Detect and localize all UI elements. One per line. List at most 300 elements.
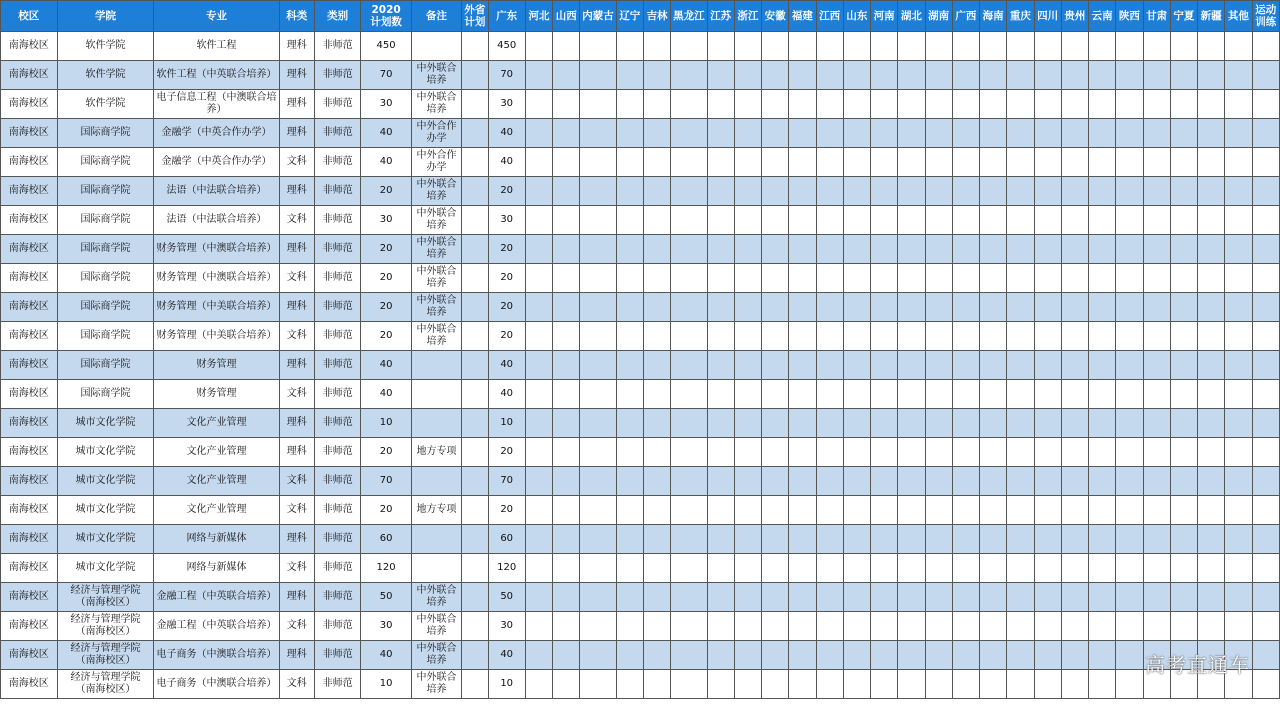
subject-cell: 文科	[279, 612, 314, 641]
college-cell: 国际商学院	[57, 177, 154, 206]
province-cell	[1252, 351, 1279, 380]
province-cell	[980, 61, 1007, 90]
province-cell	[1143, 380, 1170, 409]
province-cell	[1170, 148, 1197, 177]
note-cell: 中外联合 培养	[411, 177, 461, 206]
other-province-cell	[462, 293, 488, 322]
province-cell	[1143, 612, 1170, 641]
province-cell	[1143, 583, 1170, 612]
province-cell	[734, 496, 761, 525]
column-header: 广东	[488, 1, 525, 32]
province-cell	[671, 554, 707, 583]
province-cell	[1198, 438, 1225, 467]
table-row	[1, 467, 1280, 496]
plan-count-cell: 70	[361, 467, 411, 496]
note-cell	[411, 525, 461, 554]
province-cell	[671, 525, 707, 554]
province-cell	[1198, 467, 1225, 496]
province-cell	[980, 612, 1007, 641]
province-cell	[1007, 409, 1034, 438]
plan-count-cell: 70	[361, 61, 411, 90]
province-cell	[843, 351, 870, 380]
province-cell	[925, 351, 952, 380]
province-cell	[816, 438, 843, 467]
province-cell	[1061, 641, 1088, 670]
province-cell	[952, 380, 979, 409]
province-cell	[816, 235, 843, 264]
province-cell	[580, 322, 616, 351]
province-cell	[762, 525, 789, 554]
note-cell: 地方专项	[411, 496, 461, 525]
province-cell	[1007, 206, 1034, 235]
province-cell	[1007, 438, 1034, 467]
province-cell	[616, 554, 643, 583]
subject-cell: 文科	[279, 670, 314, 699]
province-cell	[580, 496, 616, 525]
province-cell	[643, 90, 670, 119]
column-header: 浙江	[734, 1, 761, 32]
province-cell	[525, 380, 552, 409]
province-cell	[952, 438, 979, 467]
note-cell: 中外联合 培养	[411, 641, 461, 670]
province-cell	[1034, 554, 1061, 583]
province-cell	[671, 206, 707, 235]
campus-cell: 南海校区	[1, 467, 58, 496]
province-cell	[843, 612, 870, 641]
province-cell	[643, 351, 670, 380]
province-cell	[1170, 90, 1197, 119]
province-cell	[1089, 264, 1116, 293]
province-cell	[1034, 119, 1061, 148]
subject-cell: 理科	[279, 32, 314, 61]
plan-count-cell: 20	[361, 235, 411, 264]
province-cell	[871, 148, 898, 177]
note-cell	[411, 32, 461, 61]
province-cell	[1034, 525, 1061, 554]
college-cell: 经济与管理学院 （南海校区）	[57, 641, 154, 670]
province-cell	[1252, 380, 1279, 409]
province-cell	[734, 612, 761, 641]
column-header: 黑龙江	[671, 1, 707, 32]
plan-count-cell: 10	[361, 409, 411, 438]
province-cell	[898, 148, 925, 177]
province-cell	[1116, 293, 1143, 322]
subject-cell: 理科	[279, 61, 314, 90]
province-cell	[734, 641, 761, 670]
province-cell	[843, 322, 870, 351]
province-cell	[1143, 264, 1170, 293]
province-cell	[952, 293, 979, 322]
province-cell	[643, 264, 670, 293]
subject-cell: 理科	[279, 90, 314, 119]
province-cell	[1089, 32, 1116, 61]
province-cell	[1089, 293, 1116, 322]
province-cell	[525, 612, 552, 641]
subject-cell: 理科	[279, 351, 314, 380]
province-cell	[980, 264, 1007, 293]
province-cell	[816, 206, 843, 235]
province-cell	[898, 612, 925, 641]
province-cell	[734, 293, 761, 322]
province-cell	[843, 554, 870, 583]
province-cell	[871, 351, 898, 380]
province-cell	[734, 467, 761, 496]
subject-cell: 理科	[279, 641, 314, 670]
table-row	[1, 380, 1280, 409]
province-cell	[1061, 380, 1088, 409]
province-cell	[1116, 380, 1143, 409]
major-cell: 文化产业管理	[154, 496, 279, 525]
campus-cell: 南海校区	[1, 641, 58, 670]
province-cell	[707, 148, 734, 177]
type-cell: 非师范	[314, 554, 360, 583]
province-cell	[525, 409, 552, 438]
province-cell	[1252, 467, 1279, 496]
province-cell	[952, 525, 979, 554]
province-cell	[952, 583, 979, 612]
province-cell	[1252, 148, 1279, 177]
college-cell: 国际商学院	[57, 380, 154, 409]
province-cell	[1034, 61, 1061, 90]
province-cell	[789, 525, 816, 554]
province-cell	[1143, 525, 1170, 554]
plan-count-cell: 20	[361, 177, 411, 206]
province-cell	[616, 177, 643, 206]
type-cell: 非师范	[314, 380, 360, 409]
province-cell	[616, 264, 643, 293]
province-cell	[1034, 409, 1061, 438]
subject-cell: 文科	[279, 264, 314, 293]
province-cell	[616, 496, 643, 525]
college-cell: 国际商学院	[57, 264, 154, 293]
province-cell	[843, 496, 870, 525]
college-cell: 软件学院	[57, 61, 154, 90]
province-cell	[789, 264, 816, 293]
province-cell	[580, 438, 616, 467]
province-cell	[925, 148, 952, 177]
subject-cell: 理科	[279, 583, 314, 612]
province-cell	[1225, 206, 1252, 235]
province-cell	[1007, 32, 1034, 61]
type-cell: 非师范	[314, 409, 360, 438]
column-header: 江苏	[707, 1, 734, 32]
province-cell	[734, 670, 761, 699]
province-cell	[1007, 612, 1034, 641]
guangdong-cell: 70	[488, 467, 525, 496]
province-cell	[1034, 32, 1061, 61]
watermark: 高考直通车	[1145, 653, 1250, 677]
province-cell	[980, 438, 1007, 467]
province-cell	[616, 148, 643, 177]
table-row	[1, 61, 1280, 90]
column-header: 重庆	[1007, 1, 1034, 32]
province-cell	[1225, 380, 1252, 409]
province-cell	[707, 61, 734, 90]
other-province-cell	[462, 467, 488, 496]
guangdong-cell: 70	[488, 61, 525, 90]
province-cell	[843, 670, 870, 699]
province-cell	[980, 119, 1007, 148]
province-cell	[643, 670, 670, 699]
province-cell	[925, 670, 952, 699]
province-cell	[580, 380, 616, 409]
province-cell	[1252, 90, 1279, 119]
province-cell	[925, 61, 952, 90]
type-cell: 非师范	[314, 351, 360, 380]
guangdong-cell: 20	[488, 177, 525, 206]
note-cell: 中外联合 培养	[411, 670, 461, 699]
province-cell	[734, 148, 761, 177]
column-header: 科类	[279, 1, 314, 32]
subject-cell: 理科	[279, 177, 314, 206]
province-cell	[925, 32, 952, 61]
province-cell	[707, 119, 734, 148]
province-cell	[1116, 670, 1143, 699]
other-province-cell	[462, 670, 488, 699]
province-cell	[762, 264, 789, 293]
province-cell	[1007, 264, 1034, 293]
column-header: 甘肃	[1143, 1, 1170, 32]
province-cell	[1089, 380, 1116, 409]
province-cell	[925, 177, 952, 206]
province-cell	[871, 322, 898, 351]
province-cell	[843, 235, 870, 264]
province-cell	[871, 235, 898, 264]
province-cell	[1007, 235, 1034, 264]
guangdong-cell: 20	[488, 322, 525, 351]
province-cell	[1143, 351, 1170, 380]
province-cell	[1198, 351, 1225, 380]
note-cell: 地方专项	[411, 438, 461, 467]
province-cell	[762, 612, 789, 641]
province-cell	[734, 206, 761, 235]
province-cell	[707, 264, 734, 293]
province-cell	[871, 554, 898, 583]
province-cell	[898, 583, 925, 612]
college-cell: 城市文化学院	[57, 496, 154, 525]
province-cell	[1089, 525, 1116, 554]
plan-count-cell: 30	[361, 206, 411, 235]
province-cell	[789, 438, 816, 467]
province-cell	[1116, 583, 1143, 612]
province-cell	[925, 641, 952, 670]
province-cell	[1198, 612, 1225, 641]
column-header: 陕西	[1116, 1, 1143, 32]
column-header: 安徽	[762, 1, 789, 32]
province-cell	[553, 61, 580, 90]
province-cell	[843, 90, 870, 119]
province-cell	[671, 119, 707, 148]
province-cell	[1252, 61, 1279, 90]
province-cell	[762, 438, 789, 467]
province-cell	[671, 467, 707, 496]
province-cell	[616, 235, 643, 264]
province-cell	[1170, 583, 1197, 612]
province-cell	[707, 641, 734, 670]
province-cell	[762, 119, 789, 148]
province-cell	[1252, 177, 1279, 206]
province-cell	[898, 641, 925, 670]
column-header: 福建	[789, 1, 816, 32]
major-cell: 文化产业管理	[154, 467, 279, 496]
province-cell	[616, 90, 643, 119]
other-province-cell	[462, 641, 488, 670]
province-cell	[871, 177, 898, 206]
province-cell	[871, 525, 898, 554]
province-cell	[1252, 583, 1279, 612]
plan-count-cell: 10	[361, 670, 411, 699]
province-cell	[952, 148, 979, 177]
province-cell	[1170, 32, 1197, 61]
province-cell	[1225, 293, 1252, 322]
province-cell	[1089, 90, 1116, 119]
column-header: 运动 训练	[1252, 1, 1279, 32]
province-cell	[1061, 525, 1088, 554]
province-cell	[980, 670, 1007, 699]
province-cell	[871, 32, 898, 61]
province-cell	[1116, 467, 1143, 496]
province-cell	[1198, 235, 1225, 264]
province-cell	[616, 583, 643, 612]
province-cell	[1061, 206, 1088, 235]
province-cell	[1225, 322, 1252, 351]
province-cell	[671, 32, 707, 61]
column-header: 四川	[1034, 1, 1061, 32]
province-cell	[1143, 438, 1170, 467]
plan-count-cell: 120	[361, 554, 411, 583]
subject-cell: 文科	[279, 467, 314, 496]
province-cell	[616, 612, 643, 641]
province-cell	[671, 293, 707, 322]
table-row	[1, 641, 1280, 670]
province-cell	[734, 583, 761, 612]
province-cell	[952, 264, 979, 293]
type-cell: 非师范	[314, 206, 360, 235]
province-cell	[671, 438, 707, 467]
province-cell	[580, 554, 616, 583]
province-cell	[707, 351, 734, 380]
note-cell: 中外联合 培养	[411, 235, 461, 264]
province-cell	[1034, 641, 1061, 670]
province-cell	[734, 90, 761, 119]
other-province-cell	[462, 90, 488, 119]
subject-cell: 文科	[279, 554, 314, 583]
other-province-cell	[462, 409, 488, 438]
province-cell	[762, 61, 789, 90]
province-cell	[816, 32, 843, 61]
province-cell	[762, 496, 789, 525]
province-cell	[898, 467, 925, 496]
province-cell	[707, 438, 734, 467]
campus-cell: 南海校区	[1, 293, 58, 322]
province-cell	[1252, 235, 1279, 264]
type-cell: 非师范	[314, 496, 360, 525]
province-cell	[762, 206, 789, 235]
major-cell: 财务管理（中美联合培养）	[154, 322, 279, 351]
province-cell	[734, 438, 761, 467]
province-cell	[925, 554, 952, 583]
province-cell	[707, 525, 734, 554]
province-cell	[1225, 583, 1252, 612]
college-cell: 国际商学院	[57, 148, 154, 177]
province-cell	[1034, 467, 1061, 496]
note-cell: 中外联合 培养	[411, 206, 461, 235]
province-cell	[925, 380, 952, 409]
province-cell	[1034, 496, 1061, 525]
province-cell	[1252, 119, 1279, 148]
province-cell	[871, 264, 898, 293]
column-header: 新疆	[1198, 1, 1225, 32]
province-cell	[762, 293, 789, 322]
major-cell: 金融学（中英合作办学）	[154, 119, 279, 148]
province-cell	[580, 409, 616, 438]
province-cell	[898, 293, 925, 322]
province-cell	[1007, 496, 1034, 525]
province-cell	[789, 206, 816, 235]
other-province-cell	[462, 322, 488, 351]
province-cell	[1007, 641, 1034, 670]
province-cell	[643, 119, 670, 148]
province-cell	[1116, 496, 1143, 525]
province-cell	[952, 61, 979, 90]
province-cell	[1061, 438, 1088, 467]
province-cell	[925, 496, 952, 525]
province-cell	[1061, 90, 1088, 119]
note-cell	[411, 380, 461, 409]
province-cell	[1198, 322, 1225, 351]
province-cell	[762, 409, 789, 438]
province-cell	[898, 351, 925, 380]
province-cell	[789, 554, 816, 583]
province-cell	[1034, 670, 1061, 699]
province-cell	[1225, 235, 1252, 264]
other-province-cell	[462, 554, 488, 583]
province-cell	[762, 467, 789, 496]
province-cell	[1143, 206, 1170, 235]
province-cell	[1170, 351, 1197, 380]
province-cell	[925, 90, 952, 119]
province-cell	[1116, 641, 1143, 670]
plan-count-cell: 40	[361, 351, 411, 380]
province-cell	[616, 322, 643, 351]
guangdong-cell: 10	[488, 670, 525, 699]
province-cell	[553, 409, 580, 438]
province-cell	[952, 90, 979, 119]
province-cell	[1143, 119, 1170, 148]
major-cell: 电子商务（中澳联合培养）	[154, 641, 279, 670]
province-cell	[671, 322, 707, 351]
guangdong-cell: 40	[488, 351, 525, 380]
province-cell	[1170, 177, 1197, 206]
note-cell: 中外合作 办学	[411, 148, 461, 177]
province-cell	[1061, 148, 1088, 177]
province-cell	[871, 380, 898, 409]
major-cell: 网络与新媒体	[154, 554, 279, 583]
province-cell	[643, 467, 670, 496]
province-cell	[1252, 206, 1279, 235]
province-cell	[1252, 496, 1279, 525]
college-cell: 国际商学院	[57, 206, 154, 235]
province-cell	[789, 90, 816, 119]
province-cell	[1252, 32, 1279, 61]
subject-cell: 理科	[279, 119, 314, 148]
guangdong-cell: 30	[488, 612, 525, 641]
province-cell	[1143, 293, 1170, 322]
guangdong-cell: 20	[488, 235, 525, 264]
province-cell	[1252, 409, 1279, 438]
column-header: 其他	[1225, 1, 1252, 32]
province-cell	[925, 264, 952, 293]
